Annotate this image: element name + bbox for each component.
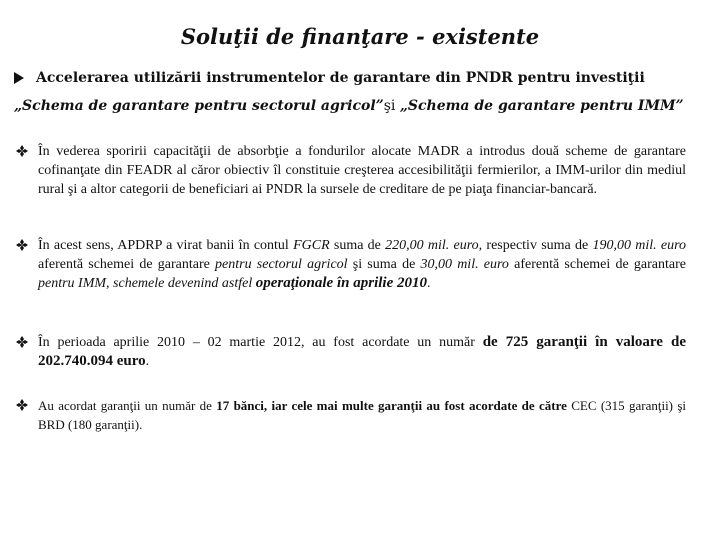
scheme-conjunction: şi xyxy=(383,98,400,114)
subheading-text: Accelerarea utilizării instrumentelor de garantare din PNDR pentru investiţii xyxy=(36,70,645,86)
paragraph-1-text: În vederea sporirii capacităţii de absorbţie a fondurilor alocate MADR a introdus două scheme de garantare cofinanţate din FEADR al căror obiectiv îl constituie creşterea accesibilităţii fermierilor, a IMM-urilor din mediul rural şi a altor categorii de beneficiari ai PNDR la sursele de creditare de pe piaţa financiar-bancară. xyxy=(38,144,686,197)
four-diamond-bullet-icon xyxy=(16,336,28,348)
paragraph-4 xyxy=(16,396,686,434)
p3-seg: În perioada aprilie 2010 – 02 martie 2012, au fost acordate un număr xyxy=(38,335,483,350)
p2-seg: . xyxy=(426,276,431,291)
p2-seg: aferentă schemei de garantare xyxy=(38,257,216,272)
guarantees-total: de 725 garanţii în valoare de 202.740.094 euro xyxy=(38,334,686,369)
four-diamond-bullet-icon xyxy=(16,399,28,411)
p4-seg: Au acordat garanţii un număr de xyxy=(38,398,217,413)
operational-date: operaţionale în aprilie 2010 xyxy=(255,275,427,291)
paragraph-2 xyxy=(16,236,686,293)
paragraph-4-text xyxy=(38,396,686,434)
p2-seg: În acest sens, APDRP a virat banii în contul xyxy=(38,238,294,253)
p2-seg: , respectiv suma de xyxy=(478,238,593,253)
amount-total: 220,00 mil. euro xyxy=(385,238,479,253)
paragraph-3 xyxy=(16,333,686,371)
arrow-bullet-icon xyxy=(14,72,24,84)
scheme-agricol-ref: pentru sectorul agricol xyxy=(215,257,348,272)
p2-seg: suma de xyxy=(329,238,386,253)
schemes-line xyxy=(14,98,704,114)
amount-agricol: 190,00 mil. euro xyxy=(592,238,686,253)
scheme-imm: „Schema de garantare pentru IMM” xyxy=(399,98,684,114)
amount-imm: 30,00 mil. euro xyxy=(420,257,509,272)
p2-seg: aferentă schemei de garantare xyxy=(508,257,686,272)
paragraph-1 xyxy=(16,142,686,199)
p2-seg: şi suma de xyxy=(347,257,421,272)
page-title: Soluţii de finanţare - existente xyxy=(180,24,540,49)
p3-seg: . xyxy=(145,354,150,369)
four-diamond-bullet-icon xyxy=(16,239,28,251)
paragraph-3-text xyxy=(38,333,686,371)
paragraph-2-text xyxy=(38,236,686,293)
scheme-agricol: „Schema de garantare pentru sectorul agricol” xyxy=(14,98,384,114)
scheme-imm-ref: pentru IMM, schemele devenind astfel xyxy=(38,276,256,291)
fund-name: FGCR xyxy=(293,238,330,253)
p4-seg: CEC (315 garanţii) şi BRD (180 garanţii). xyxy=(38,398,686,432)
subheading xyxy=(14,70,704,86)
banks-count: 17 bănci, iar cele mai multe garanţii au fost acordate de către xyxy=(216,398,567,413)
four-diamond-bullet-icon xyxy=(16,145,28,157)
